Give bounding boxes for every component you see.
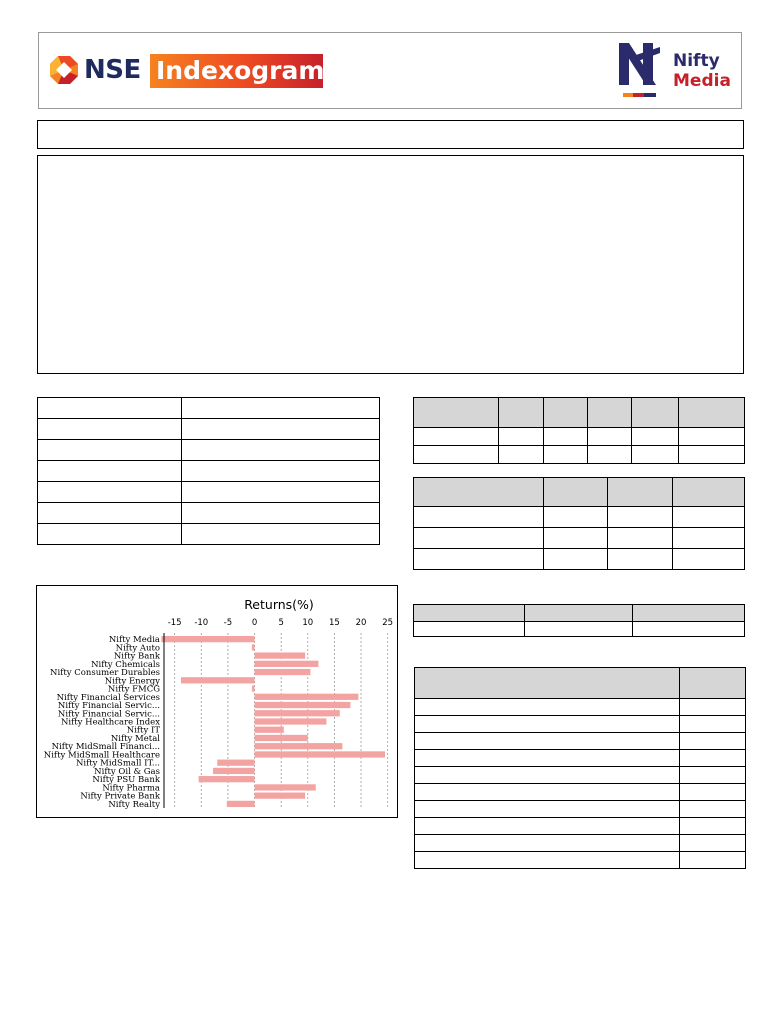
table-header-cell bbox=[415, 668, 680, 699]
table-cell bbox=[414, 446, 499, 464]
table-header-cell bbox=[632, 398, 679, 428]
table-row bbox=[414, 622, 745, 637]
category-label: Nifty IT bbox=[126, 725, 160, 736]
table-header-cell bbox=[673, 478, 745, 507]
x-tick-label: 15 bbox=[329, 618, 340, 628]
table-row bbox=[38, 503, 380, 524]
bar bbox=[255, 727, 284, 733]
chart-bars bbox=[161, 636, 385, 807]
category-label: Nifty MidSmall Financi... bbox=[51, 742, 160, 753]
category-label: Nifty Pharma bbox=[102, 783, 160, 794]
table-cell bbox=[544, 528, 608, 549]
indexogram-logo-text: Indexogram bbox=[150, 54, 323, 88]
constituents-table bbox=[414, 667, 746, 869]
table-header-cell bbox=[588, 398, 632, 428]
table-cell bbox=[182, 524, 380, 545]
table-cell bbox=[680, 733, 746, 750]
bar bbox=[255, 694, 359, 700]
chart-x-ticks bbox=[168, 618, 393, 628]
table-header-row bbox=[414, 398, 745, 428]
category-label: Nifty Consumer Durables bbox=[50, 668, 160, 679]
table-header-cell bbox=[608, 478, 673, 507]
bar bbox=[255, 718, 327, 724]
category-label: Nifty Metal bbox=[110, 733, 160, 744]
nifty-media-logo-icon bbox=[616, 41, 662, 101]
index-info-table bbox=[37, 397, 380, 545]
table-header-row bbox=[414, 605, 745, 622]
table-cell bbox=[680, 835, 746, 852]
category-label: Nifty Bank bbox=[113, 651, 160, 662]
table-row bbox=[38, 398, 380, 419]
table-row bbox=[415, 767, 746, 784]
returns-chart-svg bbox=[37, 586, 399, 819]
table-row bbox=[38, 482, 380, 503]
table-cell bbox=[673, 507, 745, 528]
bar bbox=[161, 636, 254, 642]
table-cell bbox=[673, 549, 745, 570]
table-row bbox=[414, 507, 745, 528]
table-cell bbox=[608, 528, 673, 549]
bar bbox=[255, 735, 308, 741]
category-label: Nifty Private Bank bbox=[80, 791, 160, 802]
table-header-cell bbox=[633, 605, 745, 622]
table-cell bbox=[608, 549, 673, 570]
nifty-media-line2: Media bbox=[673, 71, 731, 91]
table-row bbox=[415, 733, 746, 750]
bar bbox=[217, 760, 254, 766]
category-label: Nifty Energy bbox=[104, 676, 160, 687]
table-header-cell bbox=[679, 398, 745, 428]
table-cell bbox=[182, 398, 380, 419]
x-tick-label: 10 bbox=[302, 618, 314, 628]
table-cell bbox=[415, 784, 680, 801]
table-cell bbox=[415, 699, 680, 716]
bar bbox=[255, 661, 319, 667]
table-row bbox=[38, 440, 380, 461]
table-cell bbox=[679, 446, 745, 464]
x-tick-label: 0 bbox=[251, 618, 258, 628]
returns-table bbox=[413, 397, 745, 464]
table-cell bbox=[499, 446, 544, 464]
table-cell bbox=[415, 835, 680, 852]
table-cell bbox=[38, 524, 182, 545]
table-cell bbox=[415, 801, 680, 818]
table-row bbox=[414, 549, 745, 570]
table-cell bbox=[680, 818, 746, 835]
category-label: Nifty MidSmall Healthcare bbox=[43, 750, 160, 761]
table-cell bbox=[680, 767, 746, 784]
table-cell bbox=[415, 767, 680, 784]
table-cell bbox=[680, 716, 746, 733]
table-cell bbox=[415, 733, 680, 750]
table-cell bbox=[38, 398, 182, 419]
bar bbox=[255, 710, 340, 716]
bar bbox=[199, 776, 255, 782]
category-label: Nifty Auto bbox=[115, 643, 160, 654]
table-cell bbox=[414, 549, 544, 570]
table-row bbox=[38, 461, 380, 482]
table-cell bbox=[680, 750, 746, 767]
table-cell bbox=[415, 852, 680, 869]
table-cell bbox=[415, 818, 680, 835]
bar bbox=[255, 669, 311, 675]
table-cell bbox=[414, 528, 544, 549]
table-cell bbox=[588, 428, 632, 446]
table-cell bbox=[182, 482, 380, 503]
x-tick-label: 20 bbox=[355, 618, 367, 628]
table-row bbox=[414, 528, 745, 549]
category-label: Nifty Realty bbox=[108, 799, 160, 810]
table-cell bbox=[680, 801, 746, 818]
table-cell bbox=[544, 428, 588, 446]
table-cell bbox=[38, 440, 182, 461]
table-cell bbox=[680, 699, 746, 716]
bar bbox=[255, 784, 316, 790]
valuation-table bbox=[413, 604, 745, 637]
nse-logo-text: NSE bbox=[84, 55, 141, 85]
index-title-bar bbox=[37, 120, 744, 149]
table-cell bbox=[632, 428, 679, 446]
chart-category-labels bbox=[44, 635, 161, 810]
table-cell bbox=[182, 461, 380, 482]
nifty-media-logo-text bbox=[673, 51, 731, 91]
bar bbox=[255, 793, 306, 799]
table-header-cell bbox=[414, 478, 544, 507]
nifty-media-line1: Nifty bbox=[673, 51, 720, 71]
table-cell bbox=[414, 428, 499, 446]
table-cell bbox=[415, 716, 680, 733]
x-tick-label: 5 bbox=[278, 618, 284, 628]
table-cell bbox=[38, 419, 182, 440]
x-tick-label: -15 bbox=[167, 618, 182, 628]
bar bbox=[252, 644, 255, 650]
table-row bbox=[414, 428, 745, 446]
table-row bbox=[38, 524, 380, 545]
table-cell bbox=[182, 419, 380, 440]
table-row bbox=[415, 699, 746, 716]
table-cell bbox=[38, 461, 182, 482]
x-tick-label: 25 bbox=[382, 618, 394, 628]
table-row bbox=[38, 419, 380, 440]
table-cell bbox=[415, 750, 680, 767]
table-cell bbox=[544, 446, 588, 464]
table-row bbox=[415, 784, 746, 801]
table-cell bbox=[182, 440, 380, 461]
table-header-cell bbox=[499, 398, 544, 428]
table-header-cell bbox=[544, 398, 588, 428]
table-cell bbox=[588, 446, 632, 464]
table-header-cell bbox=[680, 668, 746, 699]
table-header-cell bbox=[525, 605, 633, 622]
table-row bbox=[415, 852, 746, 869]
table-cell bbox=[633, 622, 745, 637]
category-label: Nifty Financial Servic... bbox=[57, 701, 160, 712]
table-cell bbox=[544, 507, 608, 528]
table-cell bbox=[414, 507, 544, 528]
table-cell bbox=[544, 549, 608, 570]
nse-logo-icon bbox=[49, 55, 79, 85]
table-row bbox=[415, 750, 746, 767]
bar bbox=[255, 702, 351, 708]
x-tick-label: -10 bbox=[194, 618, 209, 628]
statistics-table bbox=[413, 477, 745, 570]
bar bbox=[181, 677, 254, 683]
category-label: Nifty Healthcare Index bbox=[60, 717, 160, 728]
table-cell bbox=[38, 482, 182, 503]
table-header-cell bbox=[544, 478, 608, 507]
bar bbox=[255, 751, 385, 757]
table-row bbox=[415, 801, 746, 818]
table-cell bbox=[680, 852, 746, 869]
bar bbox=[255, 652, 306, 658]
category-label: Nifty Media bbox=[108, 635, 160, 646]
table-row bbox=[415, 716, 746, 733]
category-label: Nifty Financial Services bbox=[56, 692, 160, 703]
bar bbox=[227, 801, 255, 807]
bar bbox=[252, 685, 255, 691]
table-cell bbox=[182, 503, 380, 524]
table-cell bbox=[499, 428, 544, 446]
table-row bbox=[414, 446, 745, 464]
bar bbox=[255, 743, 343, 749]
category-label: Nifty FMCG bbox=[107, 684, 160, 695]
category-label: Nifty MidSmall IT... bbox=[75, 758, 160, 769]
table-header-cell bbox=[414, 398, 499, 428]
table-row bbox=[415, 835, 746, 852]
table-cell bbox=[525, 622, 633, 637]
bar bbox=[213, 768, 255, 774]
table-cell bbox=[673, 528, 745, 549]
table-cell bbox=[608, 507, 673, 528]
table-cell bbox=[679, 428, 745, 446]
category-label: Nifty PSU Bank bbox=[92, 775, 160, 786]
category-label: Nifty Oil & Gas bbox=[94, 766, 160, 777]
table-cell bbox=[632, 446, 679, 464]
table-header-cell bbox=[414, 605, 525, 622]
table-row bbox=[415, 818, 746, 835]
category-label: Nifty Financial Servic... bbox=[57, 709, 160, 720]
index-description-box bbox=[37, 155, 744, 374]
chart-title: Returns(%) bbox=[244, 597, 314, 612]
category-label: Nifty Chemicals bbox=[91, 659, 160, 670]
table-header-row bbox=[414, 478, 745, 507]
table-header-row bbox=[415, 668, 746, 699]
table-cell bbox=[680, 784, 746, 801]
returns-chart bbox=[36, 585, 398, 818]
table-cell bbox=[38, 503, 182, 524]
table-cell bbox=[414, 622, 525, 637]
x-tick-label: -5 bbox=[223, 618, 233, 628]
